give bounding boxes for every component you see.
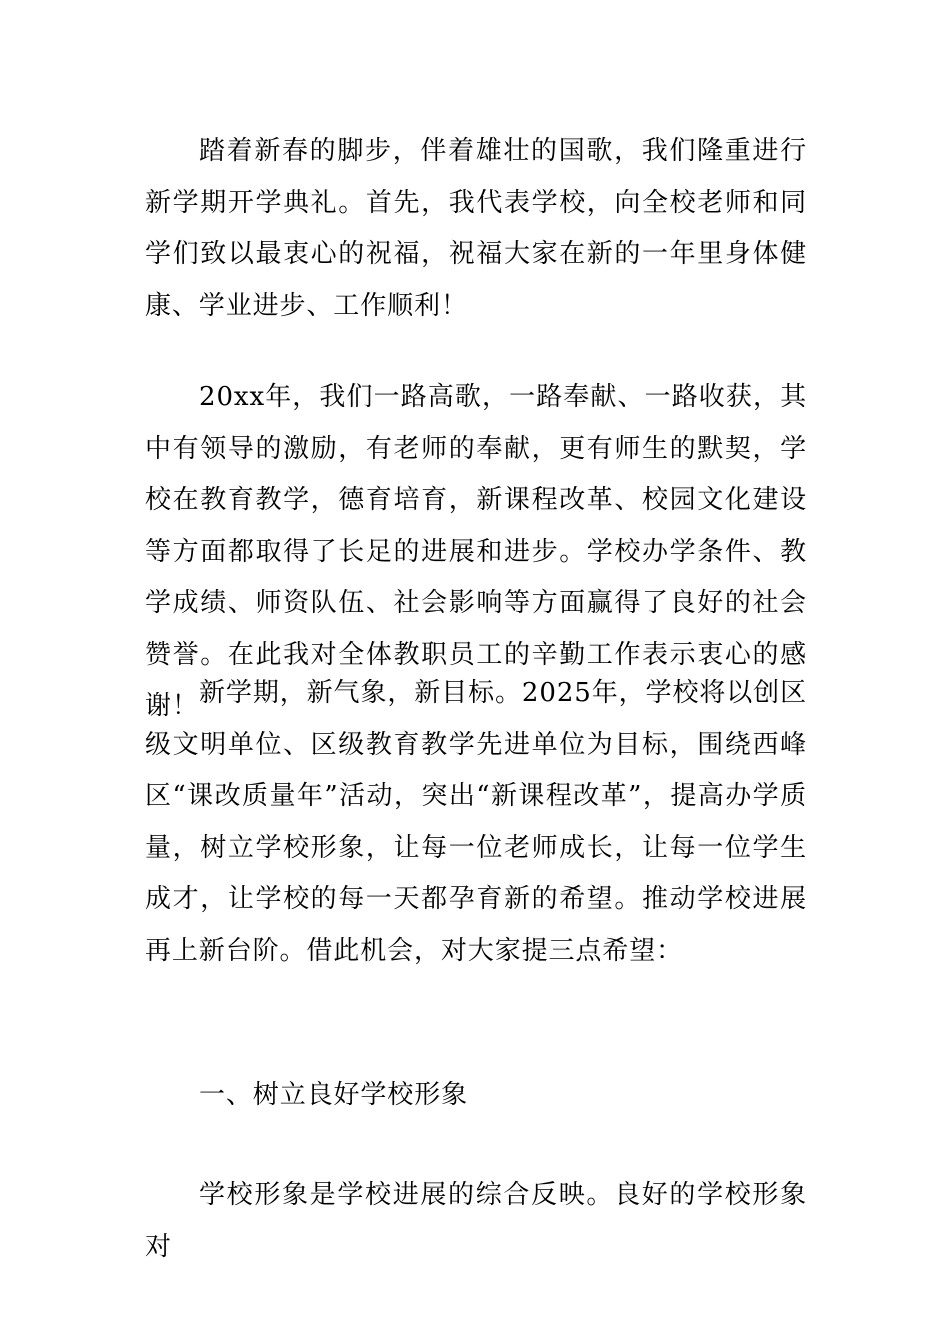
paragraph-review: 20xx年，我们一路高歌，一路奉献、一路收获，其中有领导的激励，有老师的奉献，更有师生的默契，学校在教育教学，德育培育，新课程改革、校园文化建设等方面都取得了长足的进展和进步。学校办学条件、教学成绩、师资队伍、社会影响等方面赢得了良好的社会赞誉。在此我对全体教职员工的辛勤工作表示衷心的感谢！ (145, 382, 807, 721)
section-heading: 一、树立良好学校形象 (199, 1080, 469, 1110)
paragraph-goals: 新学期，新气象，新目标。2025年，学校将以创区级文明单位、区级教育教学先进单位为目标，围绕西峰区“课改质量年”活动，突出“新课程改革”，提高办学质量，树立学校形象，让每一位老师成长，让每一位学生成才，让学校的每一天都孕育新的希望。推动学校进展再上新台阶。借此机会，对大家提三点希望： (145, 678, 807, 966)
paragraph-opening: 踏着新春的脚步，伴着雄壮的国歌，我们隆重进行新学期开学典礼。首先，我代表学校，向全校老师和同学们致以最衷心的祝福，祝福大家在新的一年里身体健康、学业进步、工作顺利！ (145, 136, 807, 321)
paragraph-school-image: 学校形象是学校进展的综合反映。良好的学校形象对 (145, 1180, 807, 1262)
